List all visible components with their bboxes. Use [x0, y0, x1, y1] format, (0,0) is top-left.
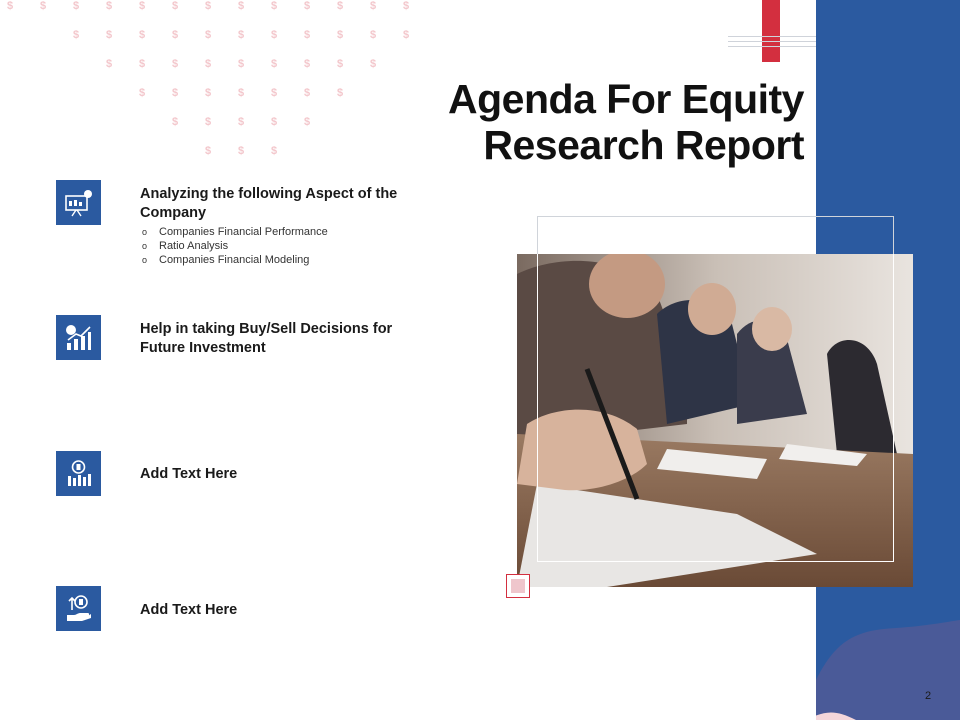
sublist-item-text: Companies Financial Modeling: [159, 254, 310, 266]
photo-frame-top: [537, 216, 894, 254]
dollar-sign-glyph: $: [238, 58, 245, 70]
dollar-sign-glyph: $: [370, 29, 377, 41]
dollar-sign-glyph: $: [304, 0, 311, 12]
dollar-sign-glyph: $: [403, 0, 410, 12]
dollar-sign-glyph: $: [139, 58, 146, 70]
dollar-sign-glyph: $: [7, 0, 14, 12]
dollar-sign-glyph: $: [271, 0, 278, 12]
decorative-square: [506, 574, 530, 598]
presentation-board-icon: [64, 188, 93, 217]
list-item: o Companies Financial Modeling: [142, 254, 310, 266]
dollar-sign-glyph: $: [271, 87, 278, 99]
dollar-sign-glyph: $: [73, 29, 80, 41]
item-2-heading: Help in taking Buy/Sell Decisions for Future Investment: [140, 321, 393, 356]
dollar-sign-glyph: $: [205, 58, 212, 70]
dollar-sign-glyph: $: [370, 0, 377, 12]
dollar-sign-glyph: $: [271, 58, 278, 70]
sublist-item-text: Companies Financial Performance: [159, 226, 328, 238]
dollar-sign-glyph: $: [337, 29, 344, 41]
item-1-sublist: [142, 225, 412, 267]
hand-money-icon: [64, 594, 93, 623]
dollar-sign-glyph: $: [304, 116, 311, 128]
dollar-sign-glyph: $: [73, 0, 80, 12]
dollar-sign-glyph: $: [238, 116, 245, 128]
dollar-sign-glyph: $: [238, 145, 245, 157]
item-3-heading: Add Text Here: [140, 466, 238, 482]
list-item: o Companies Financial Performance: [142, 226, 328, 238]
item-1-icon-box: [56, 180, 101, 225]
item-1-heading: Analyzing the following Aspect of the Company: [140, 186, 398, 221]
dollar-sign-glyph: $: [139, 29, 146, 41]
dollar-sign-glyph: $: [40, 0, 47, 12]
red-accent-bar: [762, 0, 780, 62]
dollar-sign-glyph: $: [337, 87, 344, 99]
title-line-1: Agenda For Equity: [448, 76, 804, 122]
item-3-icon-box: [56, 451, 101, 496]
dollar-sign-glyph: $: [271, 145, 278, 157]
sublist-item-text: Ratio Analysis: [159, 240, 229, 252]
dollar-sign-glyph: $: [139, 87, 146, 99]
dollar-sign-glyph: $: [172, 0, 179, 12]
dollar-sign-glyph: $: [172, 87, 179, 99]
dollar-sign-glyph: $: [205, 87, 212, 99]
dollar-sign-glyph: $: [337, 58, 344, 70]
dollar-sign-glyph: $: [304, 58, 311, 70]
dollar-sign-glyph: $: [271, 29, 278, 41]
dollar-sign-glyph: $: [106, 0, 113, 12]
dollar-sign-glyph: $: [238, 29, 245, 41]
dollar-sign-glyph: $: [205, 29, 212, 41]
dollar-sign-glyph: $: [304, 29, 311, 41]
title-line-2: Research Report: [483, 122, 804, 168]
dollar-sign-glyph: $: [205, 145, 212, 157]
dollar-sign-glyph: $: [172, 58, 179, 70]
list-item: o Ratio Analysis: [142, 240, 229, 252]
dollar-sign-glyph: $: [304, 87, 311, 99]
item-2-icon-box: [56, 315, 101, 360]
dollar-sign-glyph: $: [172, 116, 179, 128]
money-bar-chart-icon: [64, 459, 93, 488]
dollar-sign-glyph: $: [205, 116, 212, 128]
page-number: 2: [924, 690, 932, 702]
slide-title: [384, 76, 804, 168]
dollar-sign-glyph: $: [238, 0, 245, 12]
item-4-heading: Add Text Here: [140, 602, 238, 618]
item-4-icon-box: [56, 586, 101, 631]
growth-chart-icon: [64, 323, 93, 352]
dollar-sign-glyph: $: [106, 29, 113, 41]
dollar-sign-glyph: $: [139, 0, 146, 12]
dollar-sign-glyph: $: [337, 0, 344, 12]
dollar-sign-glyph: $: [205, 0, 212, 12]
decorative-lines: [728, 36, 816, 51]
photo-frame-outline: [537, 216, 894, 562]
dollar-sign-glyph: $: [238, 87, 245, 99]
dollar-sign-glyph: $: [271, 116, 278, 128]
dollar-sign-glyph: $: [370, 58, 377, 70]
dollar-sign-glyph: $: [106, 58, 113, 70]
dollar-sign-glyph: $: [403, 29, 410, 41]
dollar-sign-glyph: $: [172, 29, 179, 41]
